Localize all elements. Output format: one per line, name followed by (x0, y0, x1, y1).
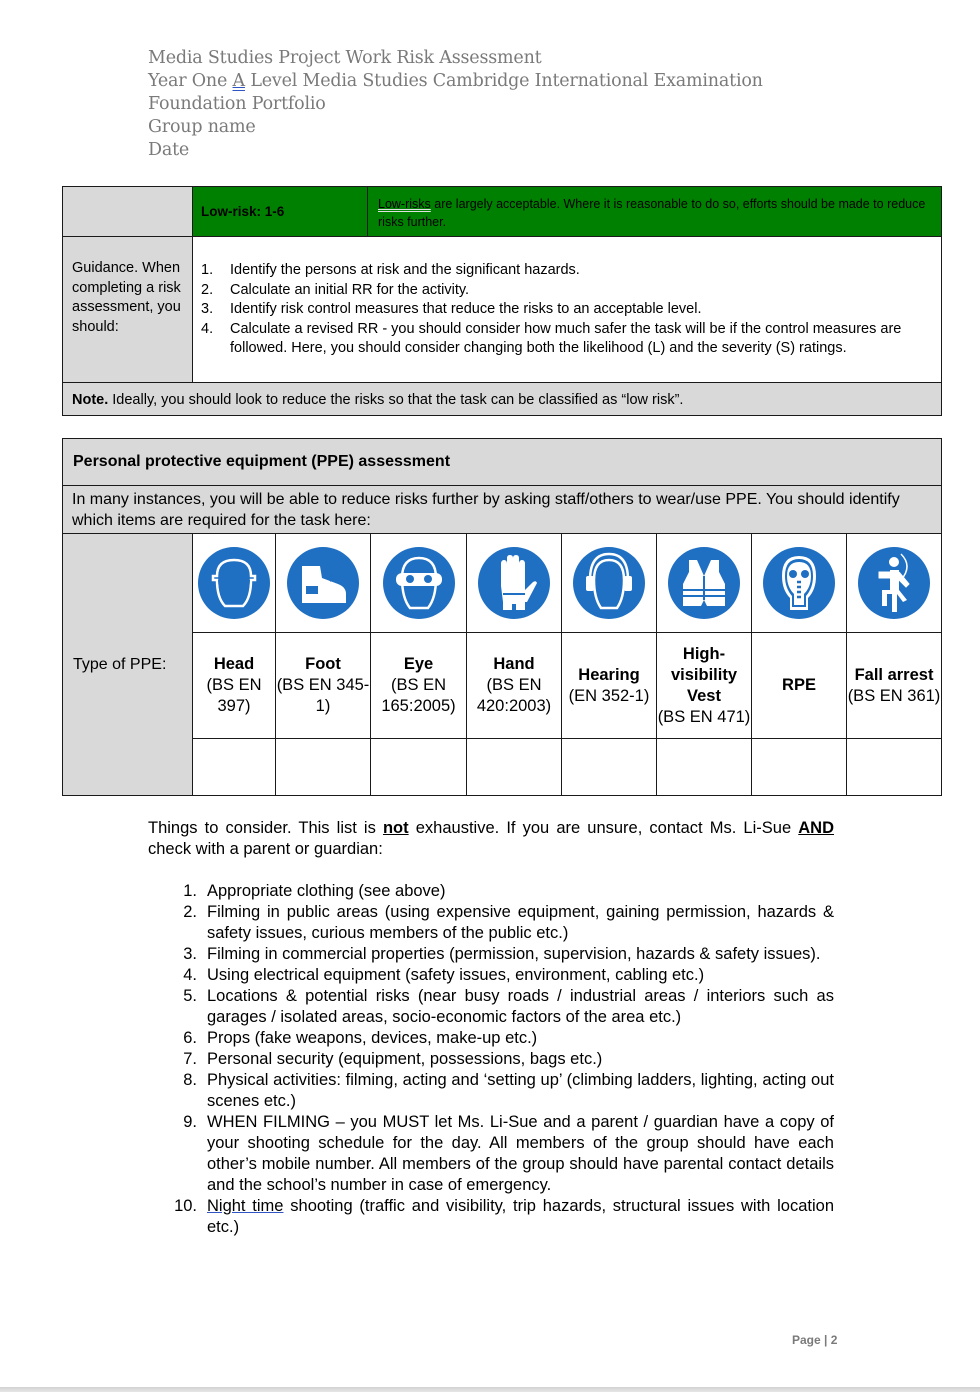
ppe-required-rpe-input[interactable] (752, 739, 847, 796)
safety-goggles-icon (371, 534, 467, 633)
ppe-type-label: Type of PPE: (63, 534, 193, 796)
ear-defenders-icon (562, 534, 657, 633)
page-edge (0, 1387, 980, 1392)
ppe-required-hand-input[interactable] (467, 739, 562, 796)
things-to-consider (148, 818, 834, 1238)
risk-table-corner-cell (63, 187, 193, 237)
guidance-step: 4. Calculate a revised RR - you should consider how much safer the task will be if the control measures are followed. Here, you should consider changing both the likelihood (L) and the severity (S) ratings. (201, 320, 902, 357)
header-title: Media Studies Project Work Risk Assessment (148, 48, 542, 68)
hi-vis-vest-icon (657, 534, 752, 633)
ppe-title: Personal protective equipment (PPE) assessment (63, 439, 942, 486)
ppe-name-rpe: RPE (752, 633, 847, 739)
ppe-name-eye: Eye (BS EN 165:2005) (371, 633, 467, 739)
spellcheck-flag: A (232, 71, 245, 91)
ppe-required-eye-input[interactable] (371, 739, 467, 796)
safety-boot-icon (276, 534, 371, 633)
guidance-steps (193, 237, 942, 383)
glove-icon (467, 534, 562, 633)
header-group-name: Group name (148, 117, 256, 137)
ppe-assessment-table (62, 438, 942, 796)
ppe-name-hi-vis: High-visibility Vest (BS EN 471) (657, 633, 752, 739)
ppe-name-head: Head (BS EN 397) (193, 633, 276, 739)
spellcheck-flag: Night time (207, 1197, 284, 1215)
header-portfolio: Foundation Portfolio (148, 94, 326, 114)
ppe-name-fall-arrest: Fall arrest (BS EN 361) (847, 633, 942, 739)
document-header (148, 47, 763, 162)
header-course: Year One A Level Media Studies Cambridge International Examination (148, 71, 763, 91)
ppe-name-foot: Foot (BS EN 345-1) (276, 633, 371, 739)
note-cell: Note. Ideally, you should look to reduce the risks so that the task can be classified as “low risk”. (63, 383, 942, 416)
list-item: 7. Personal security (equipment, possessions, bags etc.) (183, 1050, 603, 1068)
fall-harness-icon (847, 534, 942, 633)
page-number: Page | 2 (792, 1333, 838, 1347)
list-item: 8. Physical activities: filming, acting and ‘setting up’ (climbing ladders, lighting, acting out scenes etc.) (183, 1071, 834, 1110)
ppe-name-hand: Hand (BS EN 420:2003) (467, 633, 562, 739)
ppe-name-hearing: Hearing (EN 352-1) (562, 633, 657, 739)
list-item: 3. Filming in commercial properties (permission, supervision, hazards & safety issues). (183, 945, 821, 963)
things-list (148, 881, 834, 1238)
guidance-step: 2. Calculate an initial RR for the activity. (201, 281, 470, 298)
ppe-required-head-input[interactable] (193, 739, 276, 796)
list-item: 2. Filming in public areas (using expensive equipment, gaining permission, hazards & safety issues, curious members of the public etc.) (183, 903, 834, 942)
things-intro: Things to consider. This list is not exhaustive. If you are unsure, contact Ms. Li-Sue AND check with a parent or guardian: (148, 819, 834, 858)
guidance-label: Guidance. When completing a risk assessment, you should: (63, 237, 193, 383)
ppe-required-hi-vis-input[interactable] (657, 739, 752, 796)
ppe-required-hearing-input[interactable] (562, 739, 657, 796)
ppe-required-fall-arrest-input[interactable] (847, 739, 942, 796)
guidance-step: 3. Identify risk control measures that reduce the risks to an acceptable level. (201, 301, 702, 318)
header-date: Date (148, 140, 190, 160)
hard-hat-icon (193, 534, 276, 633)
low-risk-description: Low-risks are largely acceptable. Where it is reasonable to do so, efforts should be made to reduce risks further. (368, 187, 942, 237)
list-item: 6. Props (fake weapons, devices, make-up etc.) (183, 1029, 538, 1047)
list-item: 4. Using electrical equipment (safety issues, environment, cabling etc.) (183, 966, 705, 984)
list-item: 1. Appropriate clothing (see above) (183, 882, 446, 900)
ppe-intro: In many instances, you will be able to reduce risks further by asking staff/others to wear/use PPE. You should identify which items are required for the task here: (63, 486, 942, 534)
ppe-required-foot-input[interactable] (276, 739, 371, 796)
list-item: 5. Locations & potential risks (near busy roads / industrial areas / interiors such as garages / isolated areas, socio-economic factors of the area etc.) (183, 987, 834, 1026)
low-risk-label: Low-risk: 1-6 (193, 187, 368, 237)
respirator-icon (752, 534, 847, 633)
list-item: 9. WHEN FILMING – you MUST let Ms. Li-Sue and a parent / guardian have a copy of your shooting schedule for the day. All members of the group should have each other’s mobile number. All members of the group should have parental contact details and the school’s number in case of emergency. (183, 1113, 834, 1194)
guidance-step: 1. Identify the persons at risk and the significant hazards. (201, 262, 580, 278)
list-item: 10. Night time shooting (traffic and visibility, trip hazards, structural issues with location etc.) (174, 1197, 834, 1236)
risk-rating-table (62, 186, 942, 416)
